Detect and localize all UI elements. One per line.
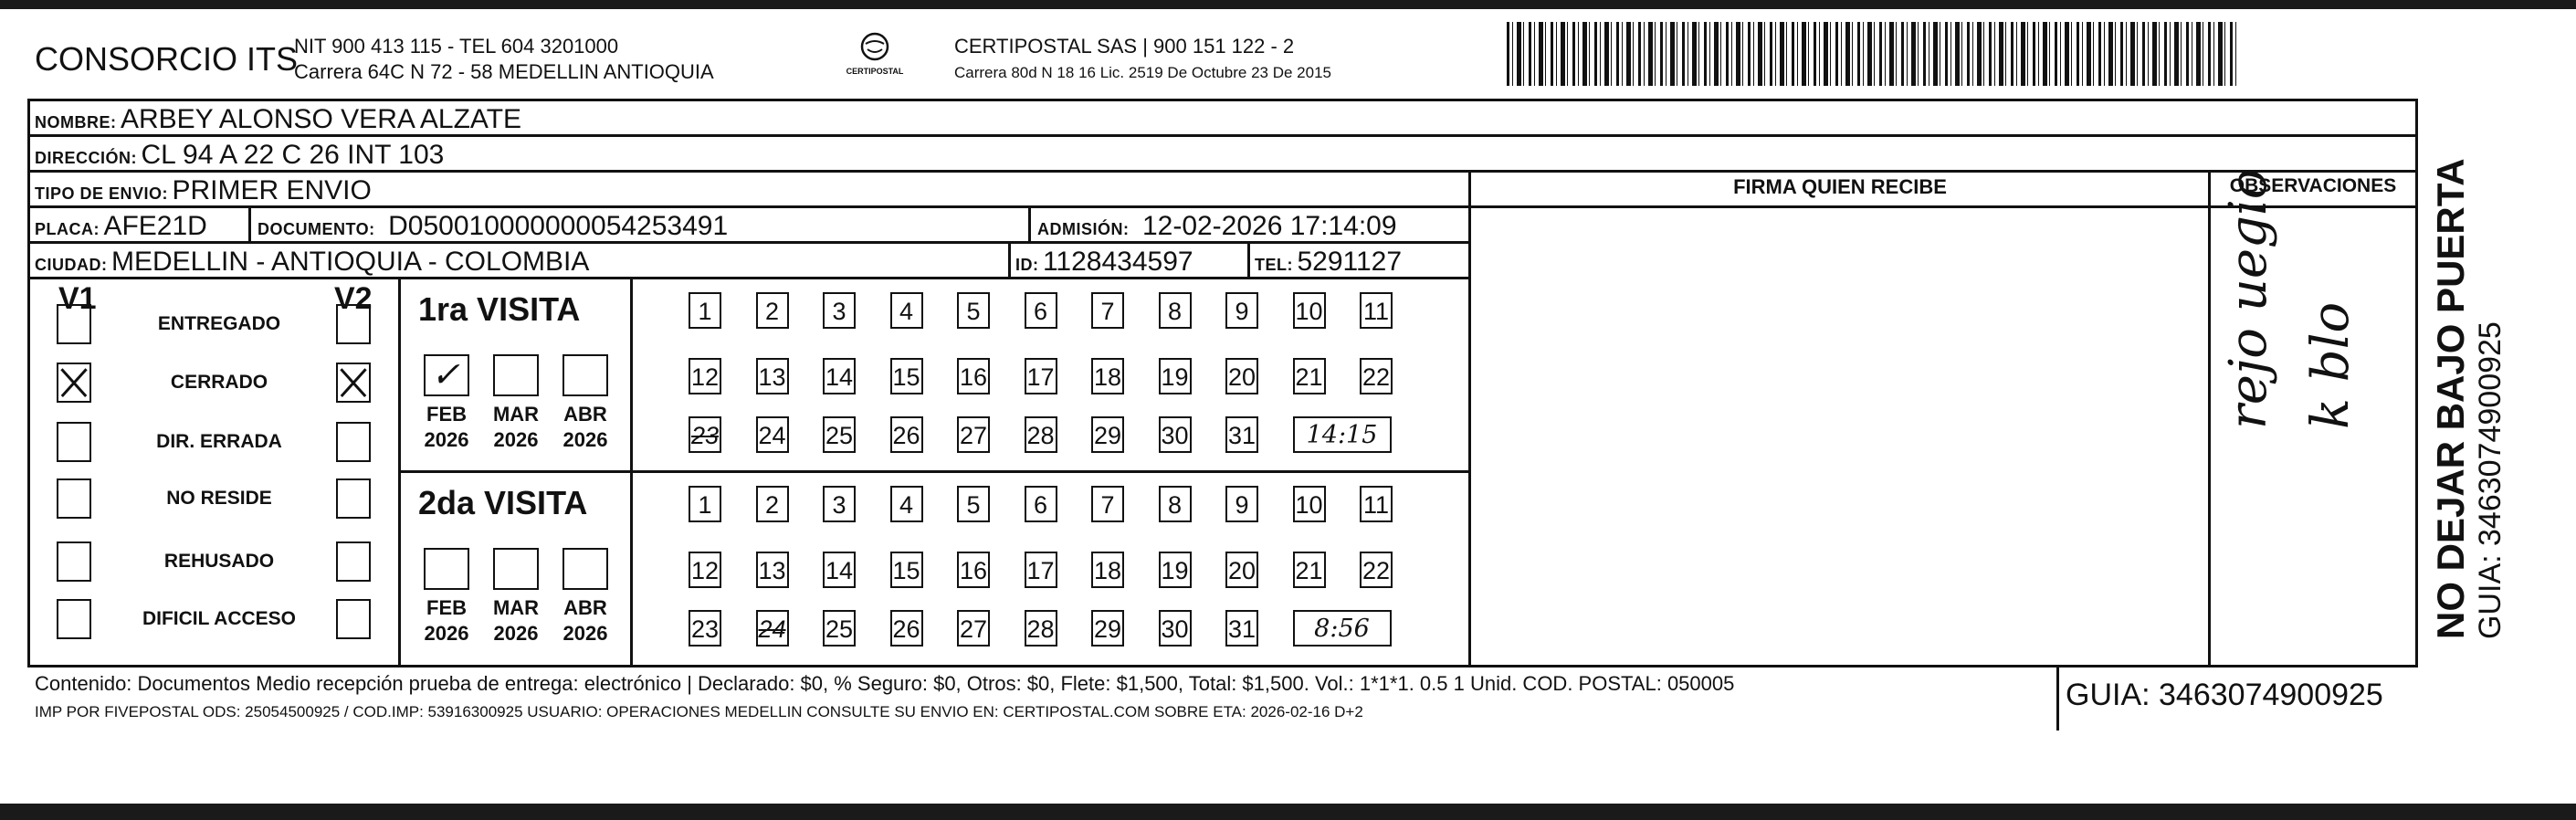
day-box-24[interactable]: 24 <box>756 610 789 647</box>
day-box-29[interactable]: 29 <box>1091 416 1124 453</box>
obs-handwriting-2: k blo <box>2301 301 2360 429</box>
admision-value: 12-02-2026 17:14:09 <box>1141 211 1397 241</box>
day-box-18[interactable]: 18 <box>1091 552 1124 588</box>
day-box-9[interactable]: 9 <box>1225 486 1258 522</box>
day-box-14[interactable]: 14 <box>823 552 856 588</box>
day-box-15[interactable]: 15 <box>890 358 923 394</box>
status-option-label: CERRADO <box>170 372 268 393</box>
admision-divider <box>1028 205 1031 241</box>
day-box-12[interactable]: 12 <box>689 552 721 588</box>
day-box-31[interactable]: 31 <box>1225 416 1258 453</box>
id-divider <box>1008 241 1011 277</box>
day-box-6[interactable]: 6 <box>1025 486 1057 522</box>
v2-label: V2 <box>334 281 373 316</box>
signature-area[interactable] <box>1472 208 2206 663</box>
side-guia: GUIA: 3463074900925 <box>2473 321 2508 639</box>
day-box-11[interactable]: 11 <box>1360 486 1393 522</box>
day-box-29[interactable]: 29 <box>1091 610 1124 647</box>
tel-cell <box>1255 247 1402 278</box>
no-dejar-bajo-puerta: NO DEJAR BAJO PUERTA <box>2429 158 2472 639</box>
day-box-18[interactable]: 18 <box>1091 358 1124 394</box>
day-box-7[interactable]: 7 <box>1091 486 1124 522</box>
tipo-label: TIPO DE ENVIO: <box>35 184 169 203</box>
day-box-13[interactable]: 13 <box>756 552 789 588</box>
nombre-label: NOMBRE: <box>35 113 117 131</box>
top-border <box>0 0 2576 9</box>
day-box-3[interactable]: 3 <box>823 292 856 329</box>
direccion-label: DIRECCIÓN: <box>35 149 137 167</box>
month-label: MAR <box>492 596 540 619</box>
month-checkbox[interactable] <box>493 354 539 396</box>
company-address: Carrera 64C N 72 - 58 MEDELLIN ANTIOQUIA <box>294 60 714 83</box>
year-label: 2026 <box>424 428 469 451</box>
day-box-5[interactable]: 5 <box>957 486 990 522</box>
year-label: 2026 <box>493 622 539 645</box>
day-box-2[interactable]: 2 <box>756 292 789 329</box>
visit-title: 1ra VISITA <box>418 290 581 328</box>
id-value: 1128434597 <box>1042 247 1193 277</box>
v2-checkbox[interactable] <box>336 422 371 462</box>
handwritten-check-mark: ✓ <box>431 354 460 394</box>
placa-label: PLACA: <box>35 220 100 238</box>
year-label: 2026 <box>424 622 469 645</box>
day-box-28[interactable]: 28 <box>1025 610 1057 647</box>
month-checkbox[interactable] <box>563 548 608 590</box>
day-box-12[interactable]: 12 <box>689 358 721 394</box>
day-box-6[interactable]: 6 <box>1025 292 1057 329</box>
company-name: CONSORCIO ITS <box>35 40 299 78</box>
documento-cell <box>258 211 728 242</box>
day-box-30[interactable]: 30 <box>1159 610 1192 647</box>
v2-checkbox[interactable] <box>336 363 371 403</box>
tel-value: 5291127 <box>1297 247 1403 277</box>
carrier-license: Carrera 80d N 18 16 Lic. 2519 De Octubre 23 De 2015 <box>954 64 1331 81</box>
placa-value: AFE21D <box>103 211 207 241</box>
tel-label: TEL: <box>1255 256 1293 274</box>
month-checkbox[interactable] <box>563 354 608 396</box>
v2-checkbox[interactable] <box>336 478 371 519</box>
day-box-15[interactable]: 15 <box>890 552 923 588</box>
bottom-border <box>0 804 2576 820</box>
day-box-25[interactable]: 25 <box>823 610 856 647</box>
day-box-26[interactable]: 26 <box>890 416 923 453</box>
month-checkbox[interactable] <box>493 548 539 590</box>
visit-time: 8:56 <box>1293 610 1392 647</box>
status-option-label: NO RESIDE <box>166 488 272 509</box>
year-label: 2026 <box>493 428 539 451</box>
v1-checkbox[interactable] <box>57 599 91 639</box>
placa-cell <box>35 211 207 242</box>
footer-content: Contenido: Documentos Medio recepción prueba de entrega: electrónico | Declarado: $0, % Seguro: $0, Otros: $0, Flete: $1,500, Total: $1,500. Vol.: 1*1*1. 0.5 1 Unid. COD. POSTAL: 050005 <box>35 672 1735 695</box>
admision-label: ADMISIÓN: <box>1037 220 1130 238</box>
documento-value: D050010000000054253491 <box>388 211 729 241</box>
month-checkbox[interactable] <box>424 548 469 590</box>
firma-header: FIRMA QUIEN RECIBE <box>1733 175 1947 198</box>
status-option-label: DIR. ERRADA <box>156 431 282 452</box>
tipo-row <box>35 175 372 206</box>
footer-line <box>27 665 2418 668</box>
v1-checkbox[interactable] <box>57 422 91 462</box>
firma-divider <box>1468 170 1471 665</box>
certipostal-logo <box>838 31 911 76</box>
month-label: FEB <box>426 596 467 619</box>
month-checkbox[interactable] <box>424 354 469 396</box>
ciudad-row <box>35 247 589 278</box>
day-box-17[interactable]: 17 <box>1025 552 1057 588</box>
day-box-22[interactable]: 22 <box>1360 552 1393 588</box>
day-box-10[interactable]: 10 <box>1293 292 1326 329</box>
ciudad-label: CIUDAD: <box>35 256 108 274</box>
tel-divider <box>1247 241 1250 277</box>
visit-title: 2da VISITA <box>418 484 588 521</box>
year-label: 2026 <box>563 622 608 645</box>
day-box-19[interactable]: 19 <box>1159 552 1192 588</box>
day-box-31[interactable]: 31 <box>1225 610 1258 647</box>
day-box-17[interactable]: 17 <box>1025 358 1057 394</box>
company-nit: NIT 900 413 115 - TEL 604 3201000 <box>294 35 619 58</box>
status-option-label: REHUSADO <box>163 551 275 572</box>
obs-divider <box>2208 170 2211 665</box>
observaciones-header: OBSERVACIONES <box>2229 175 2397 196</box>
day-box-1[interactable]: 1 <box>689 292 721 329</box>
month-label: MAR <box>492 403 540 426</box>
nombre-value: ARBEY ALONSO VERA ALZATE <box>120 104 522 134</box>
ciudad-value: MEDELLIN - ANTIOQUIA - COLOMBIA <box>110 247 590 277</box>
right-border <box>2415 99 2418 665</box>
day-box-20[interactable]: 20 <box>1225 552 1258 588</box>
day-box-16[interactable]: 16 <box>957 552 990 588</box>
day-box-9[interactable]: 9 <box>1225 292 1258 329</box>
footer-guia: GUIA: 3463074900925 <box>2066 678 2383 712</box>
admision-cell <box>1037 211 1397 242</box>
month-label: FEB <box>426 403 467 426</box>
day-box-5[interactable]: 5 <box>957 292 990 329</box>
v1-checkbox[interactable] <box>57 541 91 582</box>
day-box-8[interactable]: 8 <box>1159 486 1192 522</box>
status-option-label: DIFICIL ACCESO <box>142 608 296 629</box>
nombre-row <box>35 104 521 135</box>
day-box-10[interactable]: 10 <box>1293 486 1326 522</box>
day-box-1[interactable]: 1 <box>689 486 721 522</box>
v2-checkbox[interactable] <box>336 541 371 582</box>
day-box-3[interactable]: 3 <box>823 486 856 522</box>
v2-checkbox[interactable] <box>336 304 371 344</box>
day-box-28[interactable]: 28 <box>1025 416 1057 453</box>
direccion-row <box>35 140 444 171</box>
visit-split <box>398 470 1470 473</box>
visit-time: 14:15 <box>1293 416 1392 453</box>
day-box-16[interactable]: 16 <box>957 358 990 394</box>
v1-checkbox[interactable] <box>57 304 91 344</box>
v1-checkbox[interactable] <box>57 478 91 519</box>
day-box-8[interactable]: 8 <box>1159 292 1192 329</box>
status-option-label: ENTREGADO <box>157 313 281 334</box>
day-box-30[interactable]: 30 <box>1159 416 1192 453</box>
day-box-2[interactable]: 2 <box>756 486 789 522</box>
footer-guia-divider <box>2056 665 2059 731</box>
day-box-20[interactable]: 20 <box>1225 358 1258 394</box>
day-box-27[interactable]: 27 <box>957 416 990 453</box>
month-label: ABR <box>563 403 607 426</box>
v2-checkbox[interactable] <box>336 599 371 639</box>
tipo-value: PRIMER ENVIO <box>172 175 372 205</box>
day-box-19[interactable]: 19 <box>1159 358 1192 394</box>
day-box-21[interactable]: 21 <box>1293 358 1326 394</box>
carrier-info: CERTIPOSTAL SAS | 900 151 122 - 2 <box>954 35 1295 58</box>
side-text <box>2429 110 2508 639</box>
placa-divider <box>248 205 251 241</box>
day-box-24[interactable]: 24 <box>756 416 789 453</box>
day-box-7[interactable]: 7 <box>1091 292 1124 329</box>
day-box-4[interactable]: 4 <box>890 486 923 522</box>
day-box-4[interactable]: 4 <box>890 292 923 329</box>
day-box-27[interactable]: 27 <box>957 610 990 647</box>
postal-logo-icon <box>857 31 893 64</box>
day-box-11[interactable]: 11 <box>1360 292 1393 329</box>
v1-label: V1 <box>58 281 97 316</box>
barcode <box>1507 22 2237 86</box>
day-box-21[interactable]: 21 <box>1293 552 1326 588</box>
day-box-23[interactable]: 23 <box>689 416 721 453</box>
year-label: 2026 <box>563 428 608 451</box>
v1-checkbox[interactable] <box>57 363 91 403</box>
day-box-13[interactable]: 13 <box>756 358 789 394</box>
direccion-value: CL 94 A 22 C 26 INT 103 <box>141 140 445 170</box>
day-box-14[interactable]: 14 <box>823 358 856 394</box>
id-cell <box>1015 247 1193 278</box>
row-line-1 <box>27 99 2418 101</box>
day-box-22[interactable]: 22 <box>1360 358 1393 394</box>
left-border <box>27 99 30 665</box>
day-box-23[interactable]: 23 <box>689 610 721 647</box>
footer-print-info: IMP POR FIVEPOSTAL ODS: 25054500925 / COD.IMP: 53916300925 USUARIO: OPERACIONES MEDELLIN CONSULTE SU ENVIO EN: CERTIPOSTAL.COM SOBRE ETA: 2026-02-16 D+2 <box>35 703 1363 720</box>
day-box-25[interactable]: 25 <box>823 416 856 453</box>
documento-label: DOCUMENTO: <box>258 220 375 238</box>
obs-handwriting-1: rejo uegio <box>2219 168 2278 429</box>
id-label: ID: <box>1015 256 1039 274</box>
day-box-26[interactable]: 26 <box>890 610 923 647</box>
logo-text: CERTIPOSTAL <box>846 67 904 76</box>
month-label: ABR <box>563 596 607 619</box>
